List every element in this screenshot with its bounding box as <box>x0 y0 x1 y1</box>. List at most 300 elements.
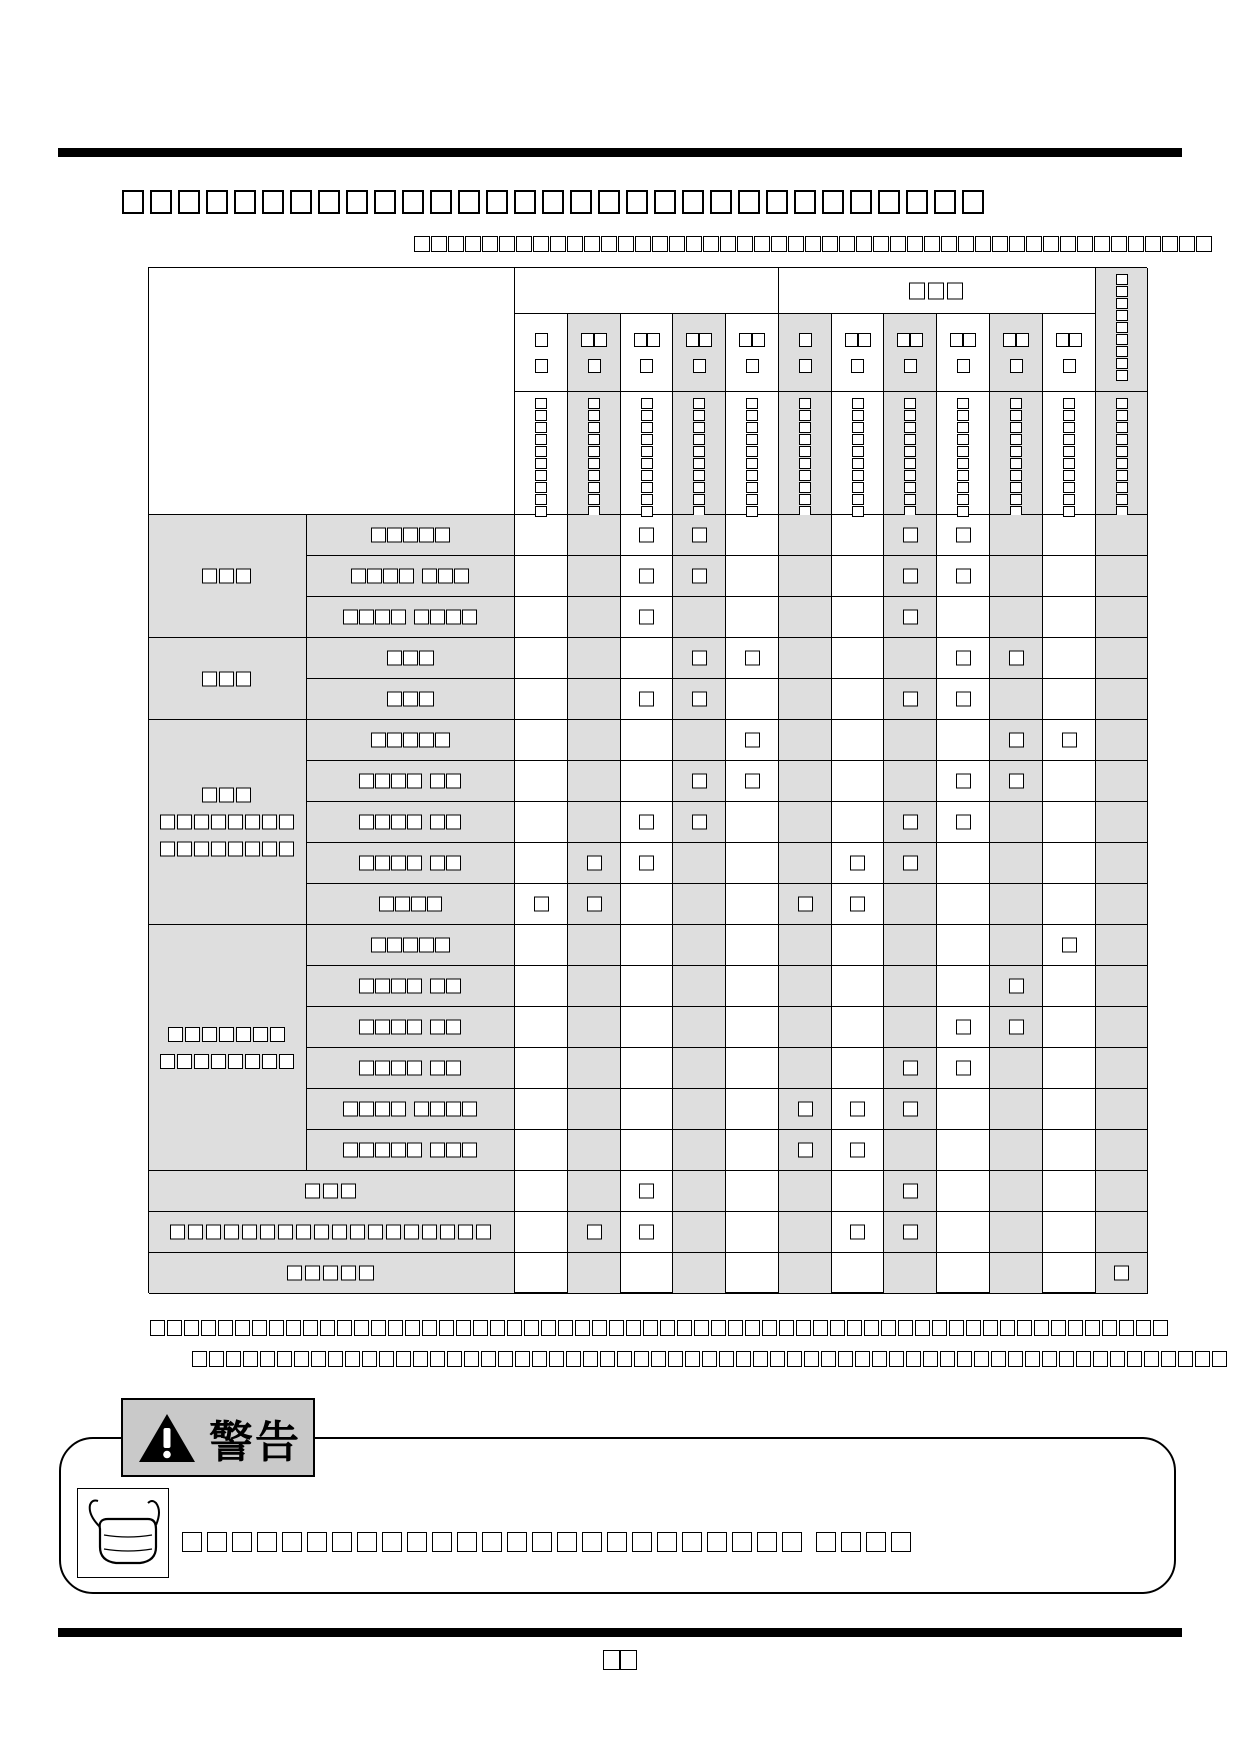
table-cell <box>621 1212 673 1253</box>
check-mark <box>673 774 725 789</box>
table-cell <box>937 515 990 556</box>
table-cell <box>884 925 937 966</box>
table-cell <box>726 884 779 925</box>
check-mark <box>568 897 620 912</box>
check-mark <box>673 528 725 543</box>
check-mark <box>884 815 936 830</box>
row-label <box>307 692 514 707</box>
table-cell <box>726 1007 779 1048</box>
table-cell <box>1096 843 1148 884</box>
table-cell <box>1096 1171 1148 1212</box>
row-label <box>307 856 514 871</box>
table-cell <box>1096 720 1148 761</box>
table-cell <box>884 1089 937 1130</box>
check-mark <box>832 1102 883 1117</box>
table-cell <box>779 515 832 556</box>
table-cell <box>621 556 673 597</box>
table-cell <box>990 802 1043 843</box>
table-cell <box>621 679 673 720</box>
check-mark <box>884 610 936 625</box>
table-cell <box>621 761 673 802</box>
table-cell <box>1096 1212 1148 1253</box>
table-cell <box>832 1171 884 1212</box>
table-cell <box>673 1048 726 1089</box>
table-cell <box>832 761 884 802</box>
column-name-cell <box>1096 392 1148 515</box>
table-cell <box>673 720 726 761</box>
table-cell <box>673 1007 726 1048</box>
table-cell <box>937 1212 990 1253</box>
table-cell <box>726 802 779 843</box>
table-cell <box>779 1253 832 1294</box>
row-group-label-cell <box>149 720 307 925</box>
table-cell <box>568 1171 621 1212</box>
page-number <box>0 1650 1240 1670</box>
table-cell <box>673 843 726 884</box>
check-mark <box>621 528 672 543</box>
table-cell <box>568 515 621 556</box>
check-mark <box>673 815 725 830</box>
row-label <box>307 938 514 953</box>
column-name-label <box>1010 398 1022 517</box>
table-cell <box>779 1089 832 1130</box>
table-cell <box>673 761 726 802</box>
table-cell <box>1043 1212 1096 1253</box>
check-mark <box>937 1020 989 1035</box>
table-cell <box>884 843 937 884</box>
column-name-label <box>904 398 916 517</box>
row-label-cell <box>307 1089 515 1130</box>
check-mark <box>884 1184 936 1199</box>
row-label-cell <box>149 1212 515 1253</box>
table-cell <box>515 515 568 556</box>
row-label <box>307 897 514 912</box>
row-group-label <box>149 569 306 584</box>
check-mark <box>673 692 725 707</box>
table-cell <box>990 556 1043 597</box>
warning-tab <box>121 1398 315 1477</box>
column-name-label <box>535 398 547 517</box>
column-name-cell <box>884 392 937 515</box>
table-cell <box>1096 925 1148 966</box>
table-cell <box>884 1130 937 1171</box>
table-cell <box>990 761 1043 802</box>
row-label-cell <box>307 679 515 720</box>
table-cell <box>673 1212 726 1253</box>
table-cell <box>726 843 779 884</box>
table-cell <box>1096 679 1148 720</box>
table-cell <box>1043 884 1096 925</box>
table-cell <box>884 1212 937 1253</box>
check-mark <box>884 1102 936 1117</box>
table-cell <box>515 1089 568 1130</box>
check-mark <box>884 569 936 584</box>
table-cell <box>568 1130 621 1171</box>
table-cell <box>673 966 726 1007</box>
column-name-label <box>852 398 864 517</box>
header-group-a <box>515 268 779 314</box>
check-mark <box>568 1225 620 1240</box>
table-cell <box>937 720 990 761</box>
column-code-label <box>515 333 567 373</box>
table-cell <box>568 679 621 720</box>
table-cell <box>779 1048 832 1089</box>
table-cell <box>726 1253 779 1294</box>
table-cell <box>621 884 673 925</box>
check-mark <box>726 733 778 748</box>
table-cell <box>990 1253 1043 1294</box>
table-cell <box>726 1212 779 1253</box>
row-label <box>307 651 514 666</box>
table-cell <box>1043 1253 1096 1294</box>
table-cell <box>621 925 673 966</box>
table-cell <box>884 1253 937 1294</box>
row-label-cell <box>307 925 515 966</box>
table-cell <box>779 1212 832 1253</box>
table-cell <box>832 1130 884 1171</box>
column-name-cell <box>621 392 673 515</box>
table-cell <box>832 638 884 679</box>
column-code-cell <box>726 314 779 392</box>
table-cell <box>779 1171 832 1212</box>
check-mark <box>621 569 672 584</box>
table-cell <box>1043 1171 1096 1212</box>
row-label <box>149 1266 514 1281</box>
table-cell <box>1096 966 1148 1007</box>
table-cell <box>1043 597 1096 638</box>
table-cell <box>515 597 568 638</box>
table-cell <box>990 884 1043 925</box>
check-mark <box>673 651 725 666</box>
row-label-cell <box>307 1048 515 1089</box>
check-mark <box>990 979 1042 994</box>
column-code-cell <box>832 314 884 392</box>
table-cell <box>779 720 832 761</box>
check-mark <box>937 569 989 584</box>
table-cell <box>884 802 937 843</box>
table-cell <box>673 802 726 843</box>
table-cell <box>673 1253 726 1294</box>
table-cell <box>832 966 884 1007</box>
check-mark <box>515 897 567 912</box>
table-cell <box>884 966 937 1007</box>
table-cell <box>937 925 990 966</box>
table-cell <box>1043 679 1096 720</box>
table-cell <box>568 1212 621 1253</box>
table-cell <box>726 515 779 556</box>
table-cell <box>726 966 779 1007</box>
table-cell <box>990 679 1043 720</box>
table-cell <box>1043 556 1096 597</box>
table-cell <box>779 843 832 884</box>
table-cell <box>884 884 937 925</box>
table-cell <box>568 925 621 966</box>
table-cell <box>779 679 832 720</box>
table-note-1 <box>150 1320 1170 1336</box>
row-label <box>149 1225 514 1240</box>
table-cell <box>1043 1007 1096 1048</box>
column-code-cell <box>779 314 832 392</box>
check-mark <box>832 1225 883 1240</box>
top-rule <box>58 148 1182 157</box>
check-mark <box>621 1225 672 1240</box>
table-cell <box>884 597 937 638</box>
check-mark <box>726 651 778 666</box>
table-cell <box>779 925 832 966</box>
row-label-cell <box>307 638 515 679</box>
column-name-label <box>1063 398 1075 517</box>
table-cell <box>1043 761 1096 802</box>
table-cell <box>990 966 1043 1007</box>
table-cell <box>832 884 884 925</box>
column-code-cell <box>937 314 990 392</box>
header-group-c <box>1096 268 1148 392</box>
table-cell <box>621 1089 673 1130</box>
table-cell <box>621 966 673 1007</box>
table-cell <box>937 679 990 720</box>
table-cell <box>515 884 568 925</box>
row-label <box>307 1020 514 1035</box>
table-cell <box>1096 1130 1148 1171</box>
table-cell <box>1043 720 1096 761</box>
table-cell <box>568 966 621 1007</box>
table-note-2 <box>192 1351 1229 1367</box>
row-group-label-cell <box>149 638 307 720</box>
check-mark <box>1043 938 1095 953</box>
table-cell <box>621 1130 673 1171</box>
row-label-cell <box>307 515 515 556</box>
table-cell <box>937 966 990 1007</box>
table-cell <box>726 761 779 802</box>
check-mark <box>673 569 725 584</box>
table-cell <box>726 925 779 966</box>
row-label <box>307 1143 514 1158</box>
table-cell <box>726 720 779 761</box>
table-cell <box>568 597 621 638</box>
table-cell <box>884 720 937 761</box>
table-cell <box>937 1007 990 1048</box>
table-cell <box>1096 515 1148 556</box>
table-cell <box>568 720 621 761</box>
table-cell <box>621 720 673 761</box>
row-group-label <box>149 1027 306 1069</box>
table-cell <box>937 1089 990 1130</box>
table-cell <box>884 1007 937 1048</box>
table-cell <box>726 1048 779 1089</box>
check-mark <box>568 856 620 871</box>
table-cell <box>568 638 621 679</box>
table-cell <box>673 1089 726 1130</box>
check-mark <box>779 897 831 912</box>
table-cell <box>884 1171 937 1212</box>
table-cell <box>515 638 568 679</box>
row-label <box>307 610 514 625</box>
warning-triangle-icon <box>137 1411 197 1465</box>
table-cell <box>515 720 568 761</box>
table-cell <box>621 843 673 884</box>
row-label <box>307 815 514 830</box>
row-label-cell <box>307 720 515 761</box>
table-cell <box>515 843 568 884</box>
table-cell <box>937 1171 990 1212</box>
table-cell <box>990 638 1043 679</box>
table-cell <box>884 761 937 802</box>
table-cell <box>832 556 884 597</box>
table-cell <box>673 1130 726 1171</box>
check-mark <box>832 856 883 871</box>
table-cell <box>568 1007 621 1048</box>
check-mark <box>990 1020 1042 1035</box>
check-mark <box>884 1225 936 1240</box>
table-cell <box>832 925 884 966</box>
column-name-label <box>693 398 705 517</box>
warning-text <box>182 1532 916 1552</box>
table-cell <box>726 1089 779 1130</box>
check-mark <box>937 815 989 830</box>
table-cell <box>726 1171 779 1212</box>
table-cell <box>937 597 990 638</box>
table-cell <box>1096 802 1148 843</box>
table-cell <box>832 1007 884 1048</box>
check-mark <box>832 897 883 912</box>
check-mark <box>621 856 672 871</box>
column-code-label <box>1043 333 1095 373</box>
table-cell <box>937 884 990 925</box>
check-mark <box>990 651 1042 666</box>
table-cell <box>990 1171 1043 1212</box>
check-mark <box>884 528 936 543</box>
table-cell <box>779 597 832 638</box>
table-cell <box>515 802 568 843</box>
table-cell <box>1043 966 1096 1007</box>
table-corner-cell <box>149 268 515 515</box>
table-cell <box>779 802 832 843</box>
check-mark <box>832 1143 883 1158</box>
table-cell <box>1043 1089 1096 1130</box>
table-cell <box>1096 1007 1148 1048</box>
header-group-b-label <box>779 282 1095 299</box>
table-cell <box>515 1130 568 1171</box>
table-cell <box>832 1212 884 1253</box>
row-label <box>307 1061 514 1076</box>
table-cell <box>726 638 779 679</box>
table-cell <box>621 1048 673 1089</box>
table-cell <box>673 556 726 597</box>
column-name-label <box>641 398 653 517</box>
table-cell <box>990 1007 1043 1048</box>
row-label <box>307 569 514 584</box>
row-group-label-cell <box>149 515 307 638</box>
table-cell <box>568 761 621 802</box>
table-cell <box>1043 802 1096 843</box>
table-cell <box>621 638 673 679</box>
column-name-label <box>746 398 758 517</box>
check-mark <box>726 774 778 789</box>
row-label <box>307 733 514 748</box>
table-cell <box>884 1048 937 1089</box>
check-mark <box>884 856 936 871</box>
table-cell <box>515 1171 568 1212</box>
table-cell <box>832 1253 884 1294</box>
table-cell <box>832 1048 884 1089</box>
table-cell <box>779 884 832 925</box>
table-cell <box>779 1130 832 1171</box>
row-label-cell <box>307 884 515 925</box>
header-group-c-label <box>1116 274 1128 381</box>
check-mark <box>990 733 1042 748</box>
table-cell <box>779 1007 832 1048</box>
table-cell <box>884 638 937 679</box>
check-mark <box>1043 733 1095 748</box>
table-cell <box>1043 515 1096 556</box>
table-cell <box>937 843 990 884</box>
table-cell <box>990 720 1043 761</box>
page-heading <box>122 190 990 214</box>
check-mark <box>621 1184 672 1199</box>
table-cell <box>673 515 726 556</box>
column-code-label <box>779 333 831 373</box>
column-code-label <box>884 333 936 373</box>
table-cell <box>1096 884 1148 925</box>
table-cell <box>1096 1089 1148 1130</box>
column-name-label <box>1116 398 1128 517</box>
table-cell <box>568 1253 621 1294</box>
table-cell <box>621 1171 673 1212</box>
warning-title: 警告 <box>209 1416 301 1468</box>
table-cell <box>1043 1130 1096 1171</box>
row-label <box>307 528 514 543</box>
table-cell <box>621 515 673 556</box>
row-label-cell <box>307 1130 515 1171</box>
table-cell <box>673 679 726 720</box>
check-mark <box>937 692 989 707</box>
table-cell <box>568 1048 621 1089</box>
table-cell <box>779 638 832 679</box>
row-label-cell <box>307 556 515 597</box>
column-name-cell <box>990 392 1043 515</box>
table-cell <box>568 1089 621 1130</box>
table-cell <box>515 1048 568 1089</box>
column-code-cell <box>621 314 673 392</box>
table-cell <box>515 556 568 597</box>
table-cell <box>832 843 884 884</box>
table-cell <box>990 515 1043 556</box>
table-cell <box>990 1130 1043 1171</box>
row-label-cell <box>307 597 515 638</box>
column-name-cell <box>937 392 990 515</box>
table-cell <box>726 556 779 597</box>
table-cell <box>1096 597 1148 638</box>
table-cell <box>990 1212 1043 1253</box>
table-cell <box>1043 843 1096 884</box>
table-cell <box>832 679 884 720</box>
column-code-label <box>621 333 672 373</box>
table-cell <box>832 1089 884 1130</box>
table-cell <box>937 638 990 679</box>
column-code-cell <box>673 314 726 392</box>
table-cell <box>1096 761 1148 802</box>
table-cell <box>673 638 726 679</box>
column-name-cell <box>1043 392 1096 515</box>
row-group-label-cell <box>149 925 307 1171</box>
table-cell <box>1096 1048 1148 1089</box>
column-name-cell <box>779 392 832 515</box>
table-cell <box>1096 638 1148 679</box>
page-subheading <box>414 236 1213 252</box>
row-label-cell <box>149 1171 515 1212</box>
column-code-cell <box>1043 314 1096 392</box>
check-mark <box>937 1061 989 1076</box>
